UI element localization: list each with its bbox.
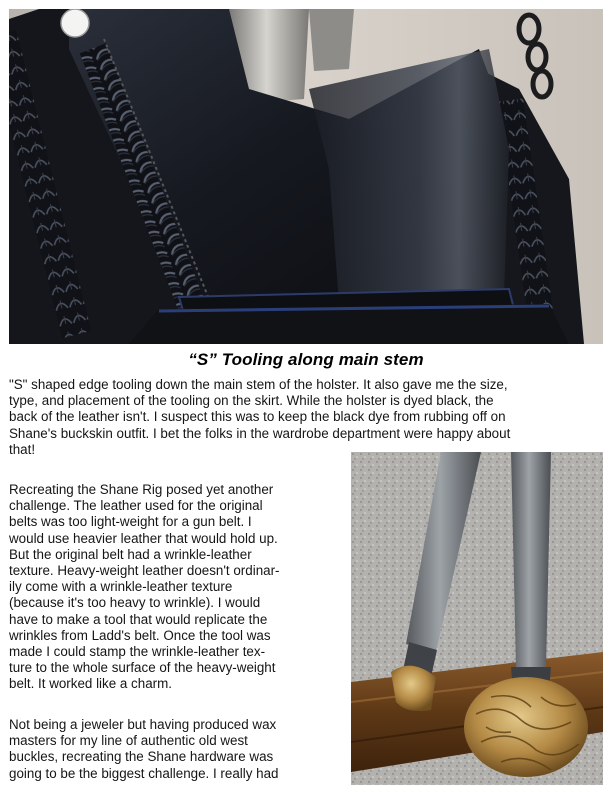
paragraph-wrinkle-leather: Recreating the Shane Rig posed yet another challenge. The leather used for the original belts was too light-weight for a gun belt. I would use heavier leather that would hold up. But the original belt had a wrinkle-leather texture. Heavy-weight leather doesn't ordinar- ily come with a wrinkle-leather texture (because it's too heavy to wrinkle). I would have to make a tool that would replicate the wrinkles from Ladd's belt. Once the tool was made I could stamp the wrinkle-leather tex- ture to the whole surface of the heavy-weight belt. It worked like a charm. [9,482,280,692]
photo-caption: “S” Tooling along main stem [188,350,424,369]
paragraph-hardware: Not being a jeweler but having produced wax masters for my line of authentic old west buckles, recreating the Shane hardware was going to be the biggest challenge. I really had [9,717,279,781]
stamping-tools-photo [351,452,603,785]
holster-photo [9,9,603,344]
paragraph-s-tooling: "S" shaped edge tooling down the main stem of the holster. It also gave me the size, type, and placement of the tooling on the skirt. While the holster is dyed black, the back of the leather isn't. I suspect this was to keep the black dye from rubbing off on Shane's buckskin outfit. I bet the folks in the wardrobe department were happy about that! [9,377,511,457]
